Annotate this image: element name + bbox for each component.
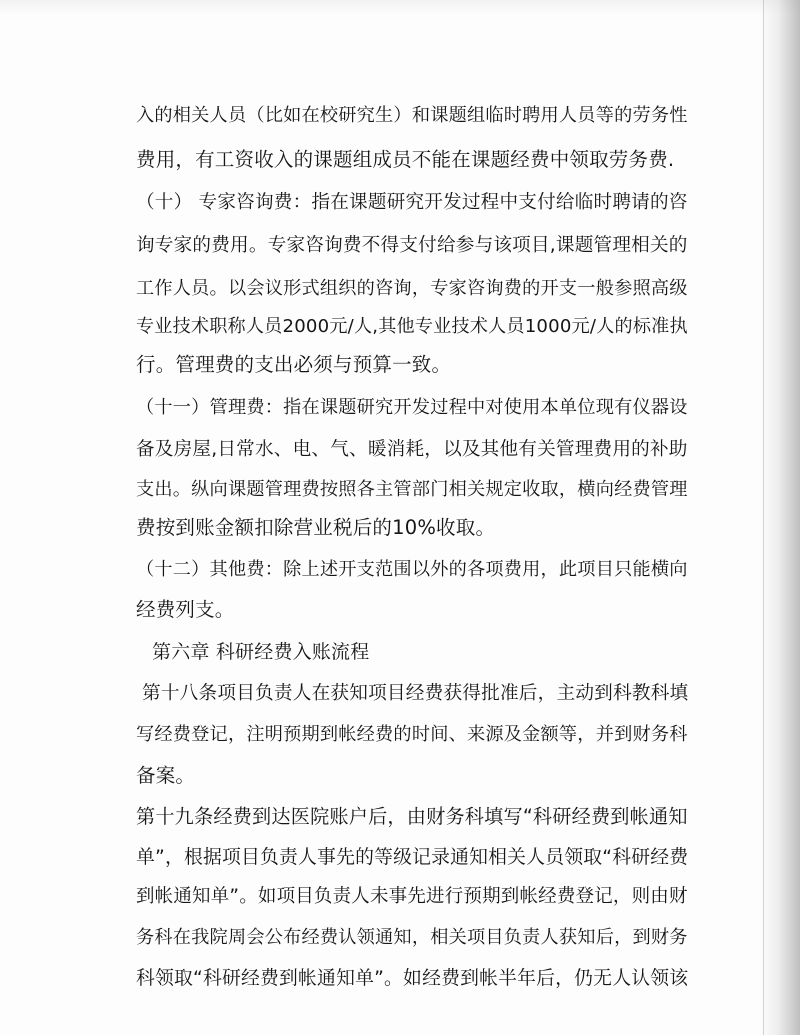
scan-top-shade [0,0,800,14]
body-text-line: 专业技术职称人员2000元/人,其他专业技术人员1000元/人的标准执 [136,316,688,337]
scan-edge-line [763,0,764,1035]
body-text-line: 费按到账金额扣除营业税后的10%收取。 [136,516,496,539]
body-text-line: 询专家的费用。专家咨询费不得支付给参与该项目,课题管理相关的 [136,235,688,256]
body-text-line: 写经费登记，注明预期到帐经费的时间、来源及金额等，并到财务科 [136,724,688,745]
chapter-heading: 第六章 科研经费入账流程 [152,641,370,663]
body-text-line: 费用，有工资收入的课题组成员不能在课题经费中领取劳务费. [136,148,675,171]
body-text-line: 入的相关人员（比如在校研究生）和课题组临时聘用人员等的劳务性 [136,105,688,126]
section-10-line: （十） 专家咨询费：指在课题研究开发过程中支付给临时聘请的咨 [136,192,688,213]
body-text-line: 科领取“科研经费到帐通知单”。如经费到帐半年后，仍无人认领该 [136,968,689,989]
body-text-line: 行。管理费的支出必须与预算一致。 [136,353,452,376]
body-text-line: 备及房屋,日常水、电、气、暖消耗，以及其他有关管理费用的补助 [136,439,688,460]
body-text-line: 支出。纵向课题管理费按照各主管部门相关规定收取，横向经费管理 [136,479,688,500]
article-19-line: 第十九条经费到达医院账户后，由财务科填写“科研经费到帐通知 [136,805,688,828]
body-text-line: 单”，根据项目负责人事先的等级记录通知相关人员领取“科研经费 [136,847,689,868]
body-text-line: 工作人员。以会议形式组织的咨询，专家咨询费的开支一般参照高级 [136,278,688,299]
section-11-line: （十一）管理费：指在课题研究开发过程中对使用本单位现有仪器设 [136,397,688,418]
scan-edge-shadow [760,0,800,1035]
body-text-line: 务科在我院周会公布经费认领通知，相关项目负责人获知后，到财务 [136,927,688,948]
body-text-line: 备案。 [136,764,196,787]
section-12-line: （十二）其他费：除上述开支范围以外的各项费用，此项目只能横向 [136,559,688,580]
article-18-line: 第十八条项目负责人在获知项目经费获得批准后，主动到科教科填 [142,683,689,704]
body-text-line: 经费列支。 [136,598,235,621]
body-text-line: 到帐通知单”。如项目负责人未事先进行预期到帐经费登记，则由财 [136,886,688,907]
